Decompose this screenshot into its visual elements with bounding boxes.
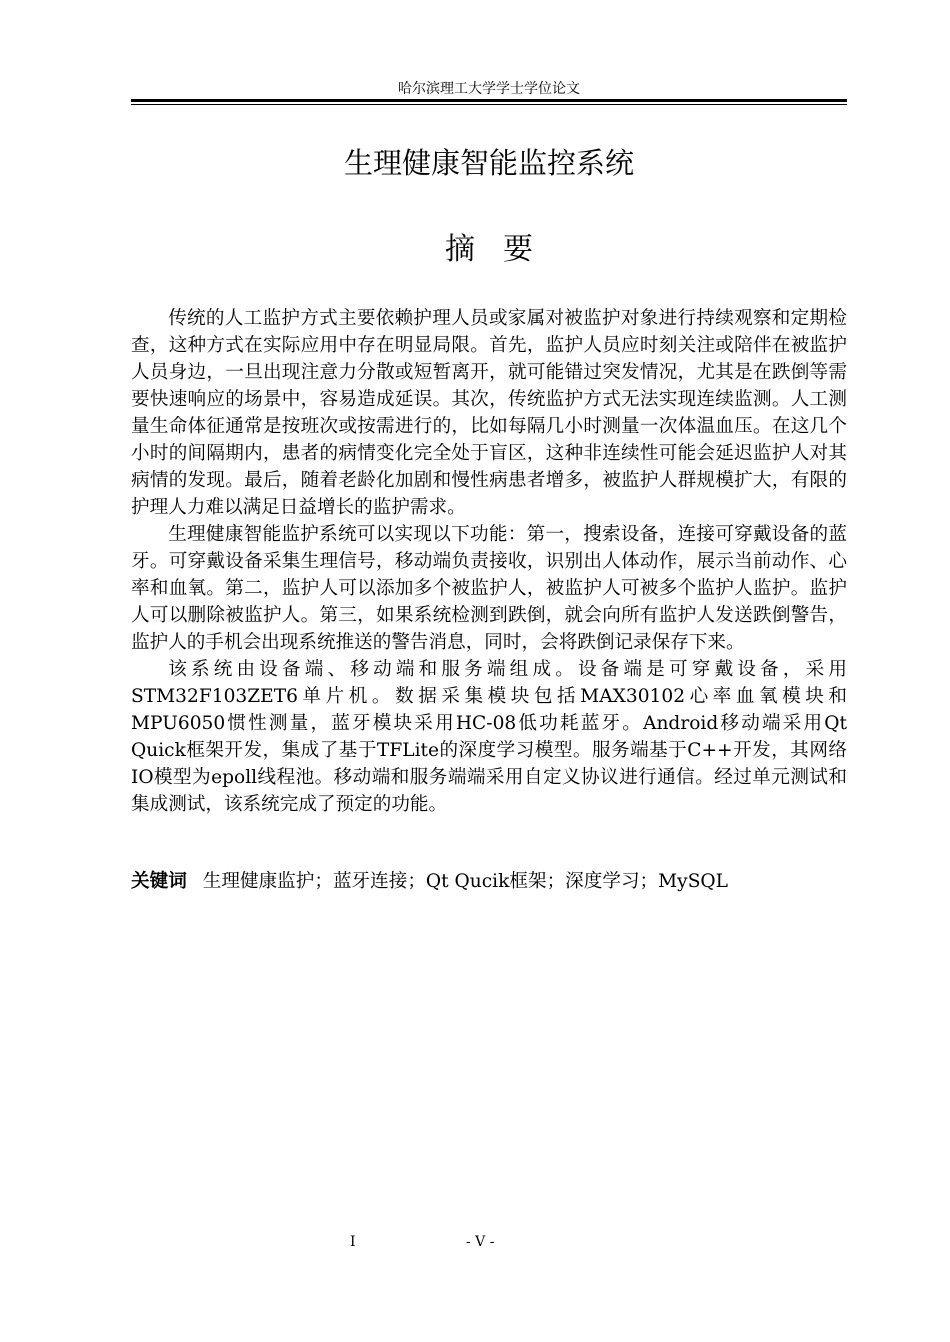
keywords-text: 生理健康监护；蓝牙连接；Qt Qucik框架；深度学习；MySQL [202, 871, 729, 892]
footer-page-number: - V - [466, 1234, 495, 1250]
paper-title: 生理健康智能监控系统 [343, 146, 634, 180]
abstract-body [131, 305, 847, 818]
abstract-paragraph-1: 传统的人工监护方式主要依赖护理人员或家属对被监护对象进行持续观察和定期检查，这种方式在实际应用中存在明显局限。首先，监护人员应时刻关注或陪伴在被监护人员身边，一旦出现注意力分散或短暂离开，就可能错过突发情况，尤其是在跌倒等需要快速响应的场景中，容易造成延误。其次，传统监护方式无法实现连续监测。人工测量生命体征通常是按班次或按需进行的，比如每隔几小时测量一次体温血压。在这几个小时的间隔期内，患者的病情变化完全处于盲区，这种非连续性可能会延迟监护人对其病情的发现。最后，随着老龄化加剧和慢性病患者增多，被监护人群规模扩大，有限的护理人力难以满足日益增长的监护需求。 [131, 308, 847, 518]
abstract-paragraph-3: 该系统由设备端、移动端和服务端组成。设备端是可穿戴设备，采用STM32F103ZET6单片机。数据采集模块包括MAX30102心率血氧模块和MPU6050惯性测量，蓝牙模块采用HC-08低功耗蓝牙。Android移动端采用Qt Quick框架开发，集成了基于TFLite的深度学习模型。服务端基于C++开发，其网络IO模型为epoll线程池。移动端和服务端端采用自定义协议进行通信。经过单元测试和集成测试，该系统完成了预定的功能。 [131, 659, 847, 815]
abstract-paragraph-2: 生理健康智能监护系统可以实现以下功能：第一，搜索设备，连接可穿戴设备的蓝牙。可穿戴设备采集生理信号，移动端负责接收，识别出人体动作，展示当前动作、心率和血氧。第二，监护人可以添加多个被监护人，被监护人可被多个监护人监护。监护人可以删除被监护人。第三，如果系统检测到跌倒，就会向所有监护人发送跌倒警告，监护人的手机会出现系统推送的警告消息，同时，会将跌倒记录保存下来。 [131, 524, 847, 653]
header-rule [131, 99, 847, 102]
header-rule-thin [131, 104, 847, 105]
footer-roman-numeral: I [350, 1234, 356, 1250]
keywords-label: 关键词 [131, 871, 187, 892]
running-header: 哈尔滨理工大学学士学位论文 [398, 81, 580, 97]
abstract-heading: 摘要 [445, 232, 561, 267]
keywords-line [131, 868, 847, 895]
